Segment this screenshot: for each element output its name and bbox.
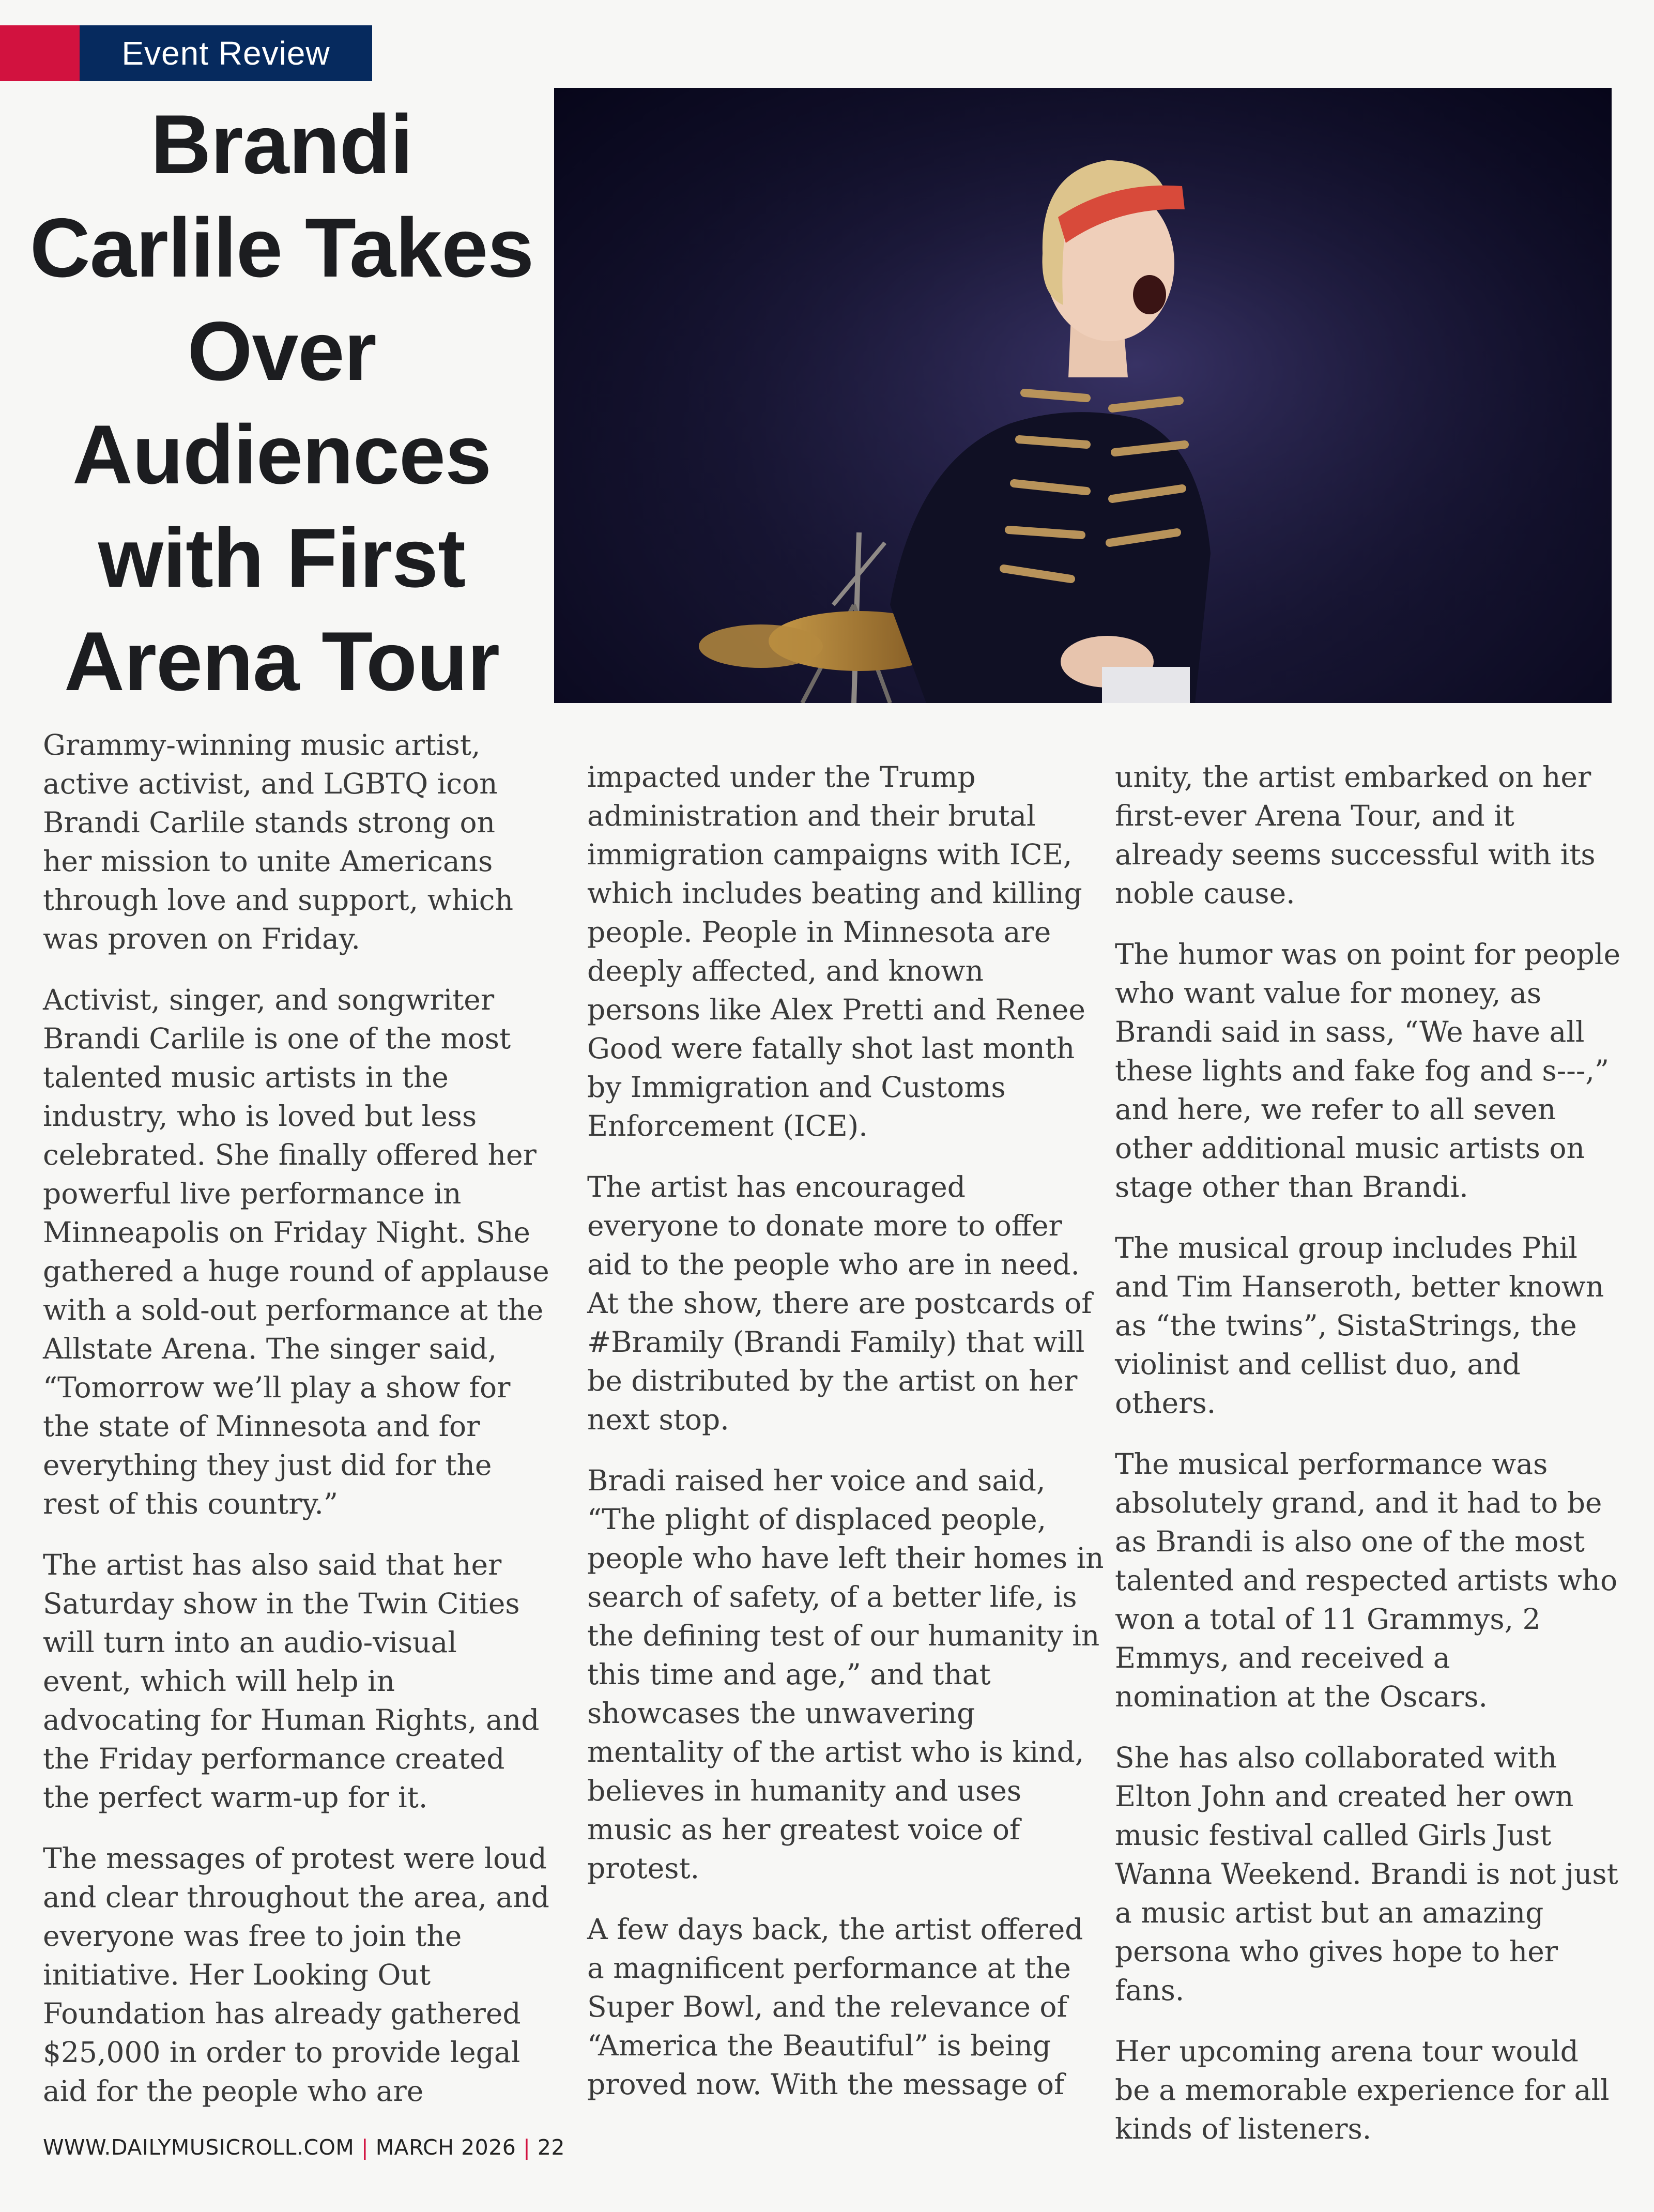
article-column-3 bbox=[1115, 758, 1621, 2171]
footer-separator: | bbox=[361, 2135, 369, 2160]
paragraph: The messages of protest were loud and clear throughout the area, and everyone was free to join the initiative. Her Looking Out Foundation has already gathered $25,000 in order to provide legal aid for the people who are bbox=[43, 1842, 549, 2108]
footer-separator: | bbox=[523, 2135, 531, 2160]
footer-page-number: 22 bbox=[537, 2135, 565, 2160]
paragraph: Her upcoming arena tour would be a memorable experience for all kinds of listeners. bbox=[1115, 2035, 1610, 2145]
singer-on-stage-photo bbox=[554, 88, 1612, 703]
paragraph: A few days back, the artist offered a magnificent performance at the Super Bowl, and the relevance of “America the Beautiful” is being proved now. With the message of bbox=[587, 1913, 1083, 2101]
paragraph: Bradi raised her voice and said, “The plight of displaced people, people who have left their homes in search of safety, of a better life, is the defining test of our humanity in this time and age,” and that showcases the unwavering mentality of the artist who is kind, believes in humanity and uses music as her greatest voice of protest. bbox=[587, 1464, 1104, 1885]
paragraph: Grammy-winning music artist, active activist, and LGBTQ icon Brandi Carlile stands strong on her mission to unite Americans through love and support, which was proven on Friday. bbox=[43, 728, 514, 955]
paragraph: impacted under the Trump administration and their brutal immigration campaigns with ICE, which includes beating and killing people. People in Minnesota are deeply affected, and known persons like Alex Pretti and Renee Good were fatally shot last month by Immigration and Customs Enforcement (ICE). bbox=[587, 760, 1085, 1142]
paragraph: The humor was on point for people who want value for money, as Brandi said in sass, “We have all these lights and fake fog and s---,” and here, we refer to all seven other additional music artists on stage other than Brandi. bbox=[1115, 938, 1620, 1203]
paragraph: unity, the artist embarked on her first-ever Arena Tour, and it already seems successful with its noble cause. bbox=[1115, 760, 1596, 910]
paragraph: Activist, singer, and songwriter Brandi Carlile is one of the most talented music artists in the industry, who is loved but less celebrated. She finally offered her powerful live performance in Minneapolis on Friday Night. She gathered a huge round of applause with a sold-out performance at the Allstate Arena. The singer said, “Tomorrow we’ll play a show for the state of Minnesota and for everything they just did for the rest of this country.” bbox=[43, 983, 549, 1520]
section-tag-accent bbox=[0, 25, 80, 81]
article-headline: Brandi Carlile Takes Over Audiences with First Arena Tour bbox=[29, 98, 534, 708]
footer-website: WWW.DAILYMUSICROLL.COM bbox=[43, 2135, 355, 2160]
paragraph: The artist has also said that her Saturday show in the Twin Cities will turn into an audio-visual event, which will help in advocating for Human Rights, and the Friday performance created the perfect warm-up for it. bbox=[43, 1548, 540, 1814]
paragraph: The musical performance was absolutely grand, and it had to be as Brandi is also one of the most talented and respected artists who won a total of 11 Grammys, 2 Emmys, and received a nomination at the Oscars. bbox=[1115, 1447, 1618, 1713]
footer-issue: MARCH 2026 bbox=[375, 2135, 516, 2160]
section-tag-label: Event Review bbox=[121, 35, 330, 72]
page-footer bbox=[43, 2135, 565, 2160]
article-column-1 bbox=[43, 726, 549, 2133]
paragraph: The musical group includes Phil and Tim Hanseroth, better known as “the twins”, SistaStrings, the violinist and cellist duo, and others. bbox=[1115, 1231, 1604, 1420]
paragraph: The artist has encouraged everyone to donate more to offer aid to the people who are in need. At the show, there are postcards of #Bramily (Brandi Family) that will be distributed by the artist on her next stop. bbox=[587, 1170, 1092, 1436]
article-column-2 bbox=[587, 758, 1104, 2126]
paragraph: She has also collaborated with Elton John and created her own music festival called Girls Just Wanna Weekend. Brandi is not just a music artist but an amazing persona who gives hope to her fans. bbox=[1115, 1741, 1618, 2007]
section-tag bbox=[80, 25, 372, 81]
